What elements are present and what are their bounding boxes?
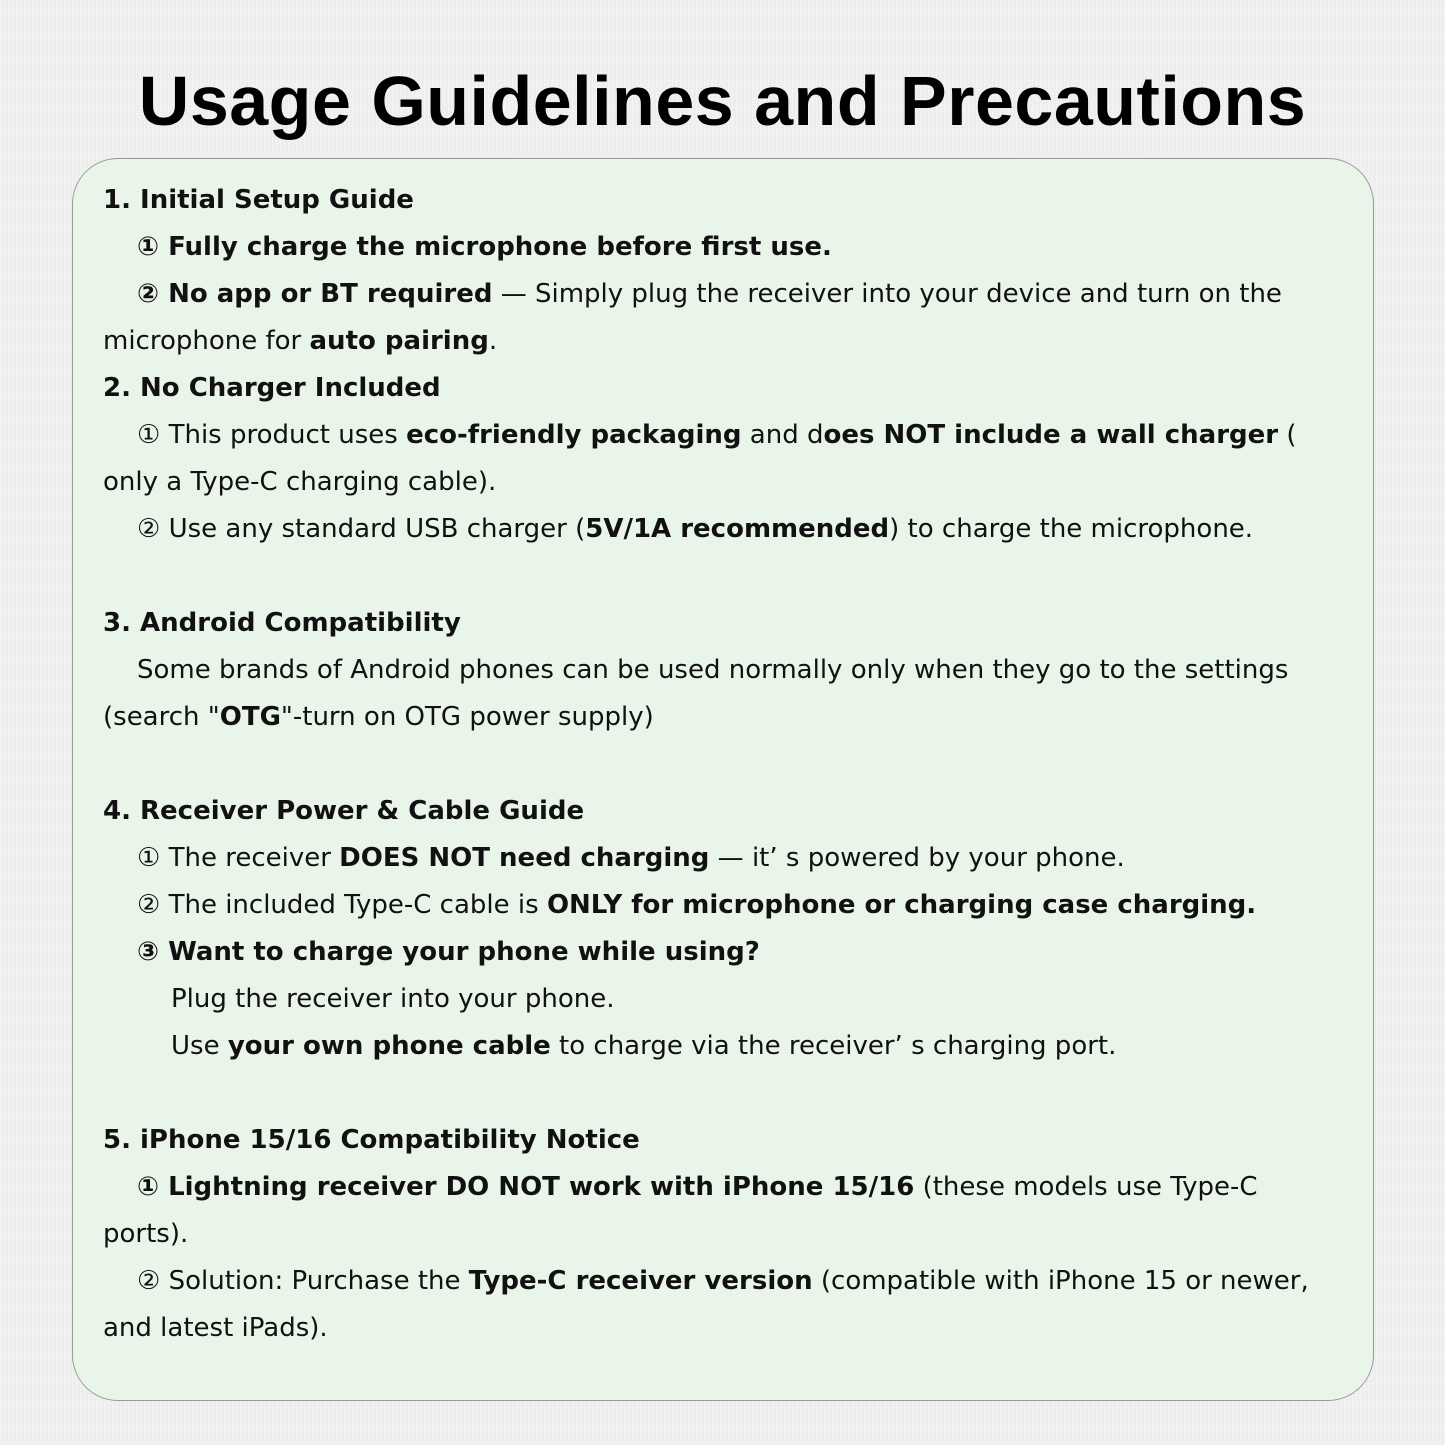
item-number: ① [137, 420, 169, 450]
section-heading: 2. No Charger Included [103, 373, 441, 403]
section-heading: 4. Receiver Power & Cable Guide [103, 796, 585, 826]
section-no-charger [103, 365, 1345, 553]
list-item [103, 882, 1345, 929]
item-text: (compatible with iPhone 15 or newer, and latest iPads). [103, 1266, 1309, 1343]
item-number: ① [137, 843, 169, 873]
item-text-bold: Want to charge your phone while using? [168, 937, 760, 967]
item-text: Use any standard USB charger ( [168, 514, 586, 544]
item-text-bold: oes NOT include a wall charger [823, 420, 1279, 450]
item-text: (these models use Type-C ports). [103, 1172, 1258, 1249]
list-item [103, 929, 1345, 976]
item-text: — it’ s powered by your phone. [709, 843, 1125, 873]
item-text-bold: eco-friendly packaging [406, 420, 742, 450]
page-title: Usage Guidelines and Precautions [138, 62, 1307, 140]
item-text: — Simply plug the receiver into your device and turn on the microphone for [103, 279, 1282, 356]
section-heading: 3. Android Compatibility [103, 608, 461, 638]
item-number: ① [137, 232, 169, 262]
list-item [103, 1164, 1345, 1258]
item-text: ) to charge the microphone. [889, 514, 1254, 544]
section-heading: 1. Initial Setup Guide [103, 185, 414, 215]
guidelines-card [72, 158, 1374, 1401]
item-text: Use [171, 1031, 228, 1061]
item-text: Solution: Purchase the [168, 1266, 469, 1296]
list-item [103, 271, 1345, 365]
item-text: This product uses [168, 420, 407, 450]
item-number: ② [137, 1266, 169, 1296]
list-item [103, 506, 1345, 553]
section-iphone-compatibility [103, 1117, 1345, 1352]
item-number: ② [137, 514, 169, 544]
list-item [103, 647, 1345, 741]
item-text: and d [741, 420, 824, 450]
item-number: ② [137, 279, 169, 309]
section-android-compatibility [103, 600, 1345, 741]
section-heading: 5. iPhone 15/16 Compatibility Notice [103, 1125, 640, 1155]
item-text: ( only a Type-C charging cable). [103, 420, 1297, 497]
list-item [103, 224, 1345, 271]
item-text-bold: your own phone cable [227, 1031, 551, 1061]
item-text-bold: OTG [219, 702, 281, 732]
item-text: The included Type-C cable is [168, 890, 547, 920]
section-initial-setup [103, 177, 1345, 365]
section-receiver-power [103, 788, 1345, 1070]
item-text-bold: DOES NOT need charging [339, 843, 710, 873]
item-text-bold: No app or BT required [168, 279, 493, 309]
item-text: "-turn on OTG power supply) [280, 702, 654, 732]
sub-item [103, 1023, 1345, 1070]
item-text-bold: Type-C receiver version [468, 1266, 813, 1296]
list-item [103, 412, 1345, 506]
item-text-bold: 5V/1A recommended [585, 514, 890, 544]
list-item [103, 1258, 1345, 1352]
item-text-bold: Lightning receiver DO NOT work with iPhone 15/16 [168, 1172, 915, 1202]
item-text: to charge via the receiver’ s charging port. [550, 1031, 1117, 1061]
list-item [103, 835, 1345, 882]
item-number: ② [137, 890, 169, 920]
sub-item: Plug the receiver into your phone. [171, 984, 615, 1014]
item-number: ① [137, 1172, 169, 1202]
item-text-bold: auto pairing [309, 326, 489, 356]
item-number: ③ [137, 937, 169, 967]
item-text: . [488, 326, 498, 356]
item-text: The receiver [168, 843, 340, 873]
item-text-bold: ONLY for microphone or charging case charging. [546, 890, 1257, 920]
item-text-bold: Fully charge the microphone before first use. [168, 232, 832, 262]
item-text: Some brands of Android phones can be used normally only when they go to the settings (search " [103, 655, 1289, 732]
